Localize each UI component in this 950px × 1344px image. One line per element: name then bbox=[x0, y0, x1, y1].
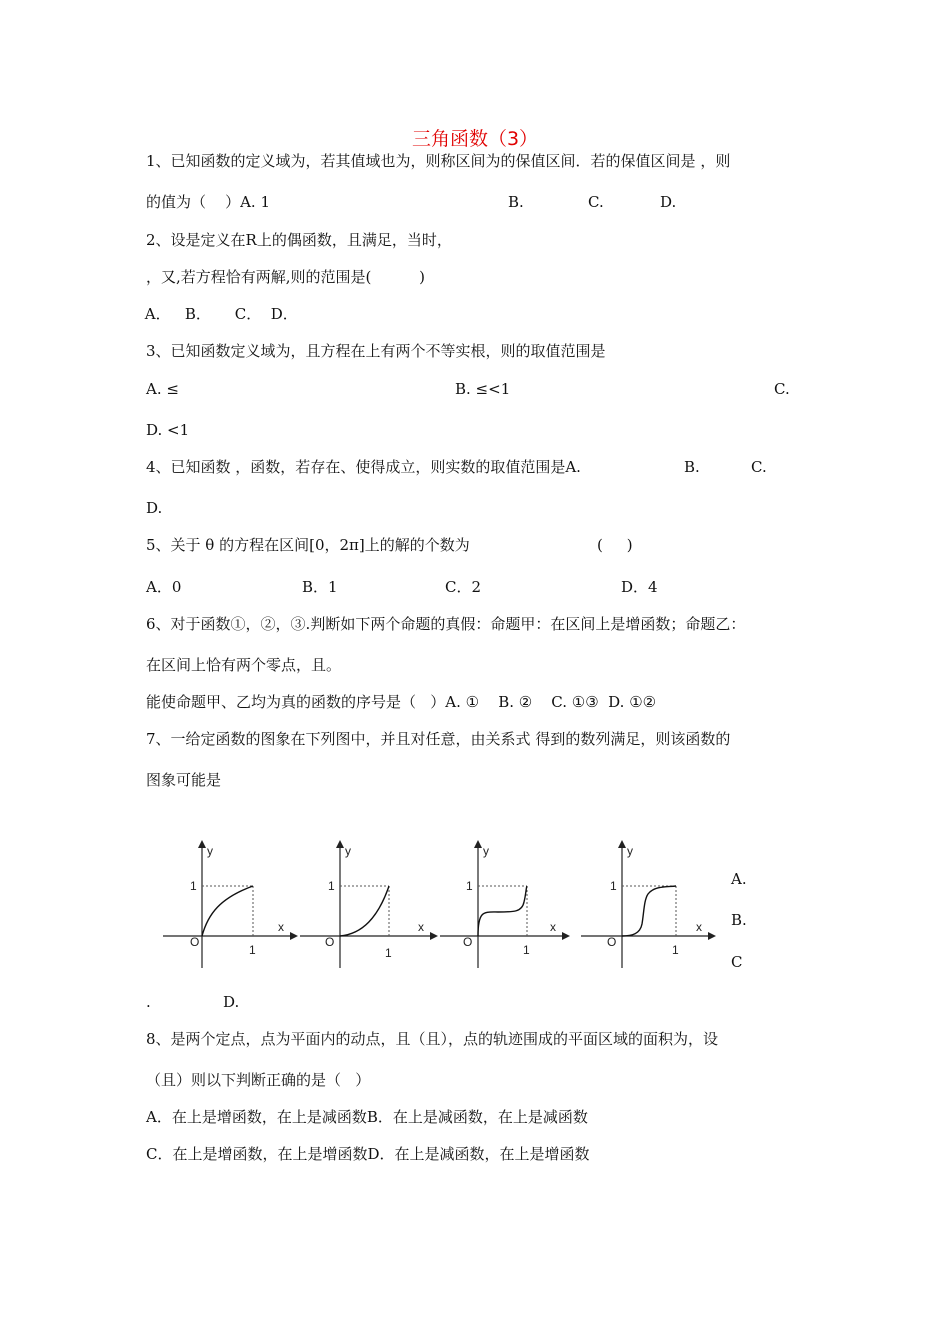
graph-a-svg bbox=[158, 840, 298, 975]
q2-line2: ，又,若方程恰有两解,则的范围是( ) bbox=[146, 268, 425, 286]
q8-options-cd: C．在上是增函数，在上是增函数D．在上是减函数，在上是增函数 bbox=[146, 1145, 590, 1163]
graph-c-svg bbox=[438, 840, 573, 975]
q3-option-d: D. <1 bbox=[146, 421, 190, 439]
origin-label: O bbox=[190, 935, 200, 949]
y-label: y bbox=[483, 844, 489, 858]
x-label: x bbox=[278, 920, 284, 934]
q1-line1: 1、已知函数的定义域为，若其值域也为，则称区间为的保值区间．若的保值区间是 ，则 bbox=[146, 152, 731, 170]
graph-a bbox=[158, 840, 298, 979]
q2-line1: 2、设是定义在R上的偶函数，且满足，当时， bbox=[146, 231, 452, 249]
q1-option-d: D. bbox=[660, 193, 677, 211]
q5-option-a: A．0 bbox=[146, 578, 182, 596]
origin-label: O bbox=[463, 935, 473, 949]
q5-line1: 5、关于 θ 的方程在区间[0，2π]上的解的个数为 bbox=[146, 536, 470, 554]
q7-dot: . bbox=[146, 993, 151, 1011]
graph-b bbox=[298, 840, 438, 979]
q3-option-a: A. ≤ bbox=[146, 380, 179, 398]
x-one-label: 1 bbox=[523, 943, 530, 957]
origin-label: O bbox=[607, 935, 617, 949]
q5-option-d: D．4 bbox=[621, 578, 658, 596]
q3-option-c: C. bbox=[774, 380, 790, 398]
q1-option-b: B. bbox=[508, 193, 524, 211]
q7-line1: 7、一给定函数的图象在下列图中，并且对任意，由关系式 得到的数列满足，则该函数的 bbox=[146, 730, 731, 748]
y-arrow-icon bbox=[336, 840, 344, 848]
x-arrow-icon bbox=[562, 932, 570, 940]
y-arrow-icon bbox=[618, 840, 626, 848]
y-one-label: 1 bbox=[610, 879, 617, 893]
page-title: 三角函数（3） bbox=[411, 128, 539, 150]
q7-option-d: D. bbox=[223, 993, 240, 1011]
q1-line2: 的值为（ ）A. 1 bbox=[146, 193, 270, 211]
curve bbox=[340, 886, 389, 936]
q8-line1: 8、是两个定点，点为平面内的动点，且（且），点的轨迹围成的平面区域的面积为，设 bbox=[146, 1030, 719, 1048]
y-one-label: 1 bbox=[466, 879, 473, 893]
q4-option-c: C. bbox=[751, 458, 767, 476]
q7-line2: 图象可能是 bbox=[146, 771, 222, 789]
q3-line1: 3、已知函数定义域为，且方程在上有两个不等实根，则的取值范围是 bbox=[146, 342, 606, 360]
q6-line1: 6、对于函数①，②，③.判断如下两个命题的真假：命题甲：在区间上是增函数；命题乙： bbox=[146, 615, 746, 633]
origin-label: O bbox=[325, 935, 335, 949]
q3-option-b: B. ≤<1 bbox=[455, 380, 511, 398]
q4-option-d: D. bbox=[146, 499, 163, 517]
x-one-label: 1 bbox=[672, 943, 679, 957]
y-one-label: 1 bbox=[190, 879, 197, 893]
q6-line2: 在区间上恰有两个零点，且。 bbox=[146, 656, 342, 674]
x-label: x bbox=[696, 920, 702, 934]
graph-d bbox=[576, 840, 716, 979]
x-arrow-icon bbox=[708, 932, 716, 940]
q7-option-c: C bbox=[731, 953, 743, 971]
q5-answer-paren: ( ) bbox=[597, 536, 633, 554]
x-one-label: 1 bbox=[249, 943, 256, 957]
graph-d-svg bbox=[576, 840, 716, 975]
y-label: y bbox=[345, 844, 351, 858]
q2-options: A． B． C． D． bbox=[140, 305, 298, 323]
curve bbox=[622, 886, 676, 936]
curve bbox=[478, 886, 527, 936]
q5-option-c: C．2 bbox=[445, 578, 482, 596]
y-one-label: 1 bbox=[328, 879, 335, 893]
graph-b-svg bbox=[298, 840, 438, 975]
graph-c bbox=[438, 840, 573, 979]
q5-option-b: B．1 bbox=[302, 578, 338, 596]
x-one-label: 1 bbox=[385, 946, 392, 960]
y-arrow-icon bbox=[474, 840, 482, 848]
x-arrow-icon bbox=[290, 932, 298, 940]
q6-line3: 能使命题甲、乙均为真的函数的序号是（ ）A. ① B. ② C. ①③ D. ①② bbox=[146, 693, 657, 711]
q8-options-ab: A．在上是增函数，在上是减函数B．在上是减函数，在上是减函数 bbox=[146, 1108, 588, 1126]
x-label: x bbox=[418, 920, 424, 934]
q7-option-b: B. bbox=[731, 911, 747, 929]
y-label: y bbox=[207, 844, 213, 858]
curve bbox=[202, 886, 253, 936]
q7-option-a: A. bbox=[731, 870, 747, 888]
q4-option-b: B. bbox=[684, 458, 700, 476]
q4-line1: 4、已知函数 ，函数，若存在、使得成立，则实数的取值范围是A. bbox=[146, 458, 581, 476]
q1-option-c: C. bbox=[588, 193, 604, 211]
y-arrow-icon bbox=[198, 840, 206, 848]
x-arrow-icon bbox=[430, 932, 438, 940]
q8-line2: （且）则以下判断正确的是（ ） bbox=[146, 1071, 371, 1089]
x-label: x bbox=[550, 920, 556, 934]
y-label: y bbox=[627, 844, 633, 858]
